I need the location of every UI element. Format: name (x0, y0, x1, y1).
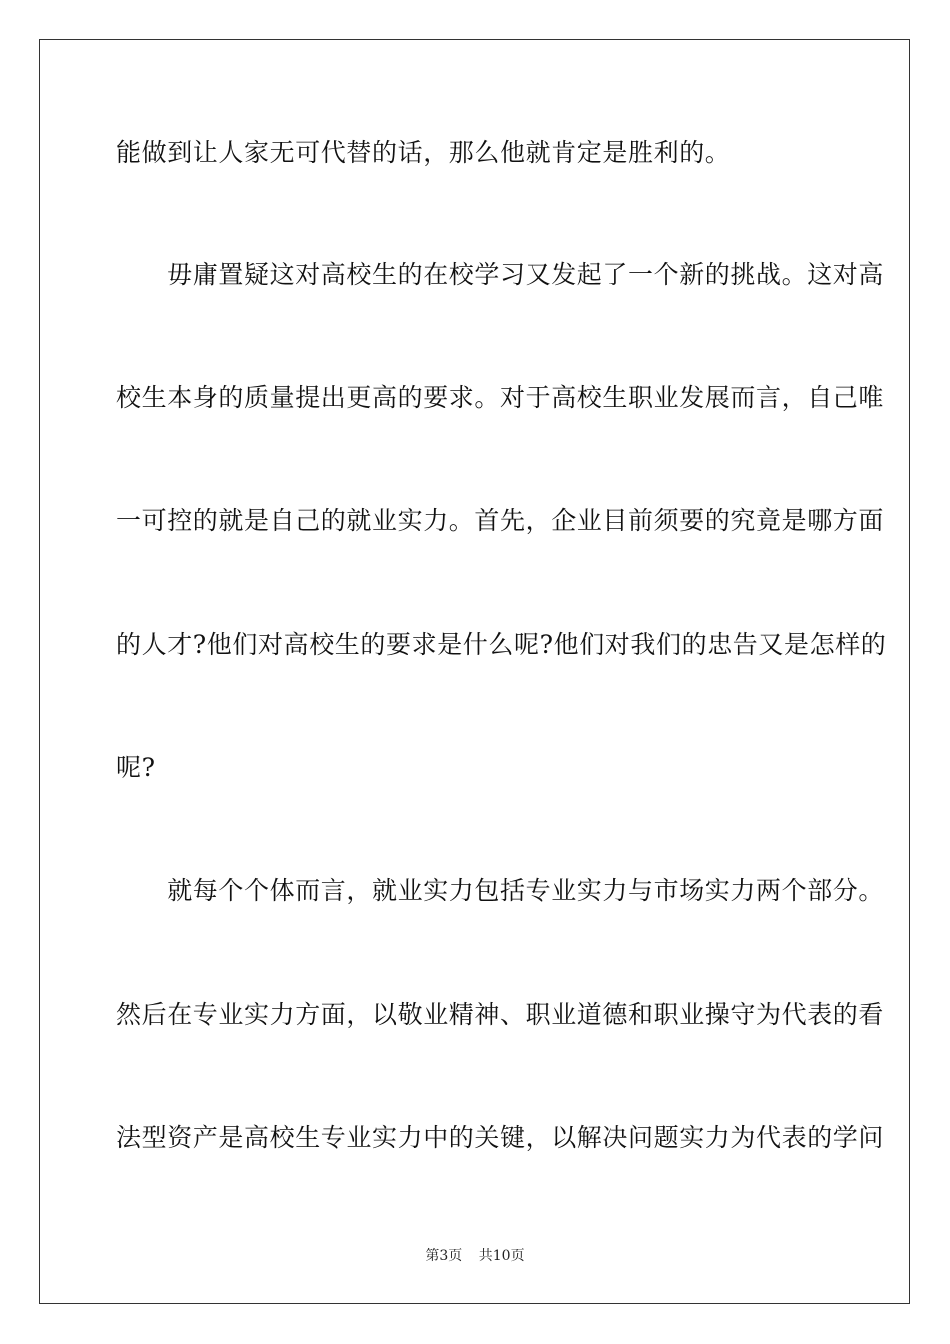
text-line: 就每个个体而言，就业实力包括专业实力与市场实力两个部分。 (116, 876, 885, 905)
total-pages: 共10页 (478, 1248, 525, 1264)
page-number: 第3页 (425, 1248, 463, 1264)
text-line: 法型资产是高校生专业实力中的关键，以解决问题实力为代表的学问 (116, 1123, 885, 1152)
text-line: 然后在专业实力方面，以敬业精神、职业道德和职业操守为代表的看 (116, 1000, 885, 1029)
text-line: 毋庸置疑这对高校生的在校学习又发起了一个新的挑战。这对高 (116, 260, 885, 289)
text-line: 呢? (116, 753, 156, 782)
text-line: 校生本身的质量提出更高的要求。对于高校生职业发展而言，自己唯 (116, 383, 885, 412)
text-line: 能做到让人家无可代替的话，那么他就肯定是胜利的。 (116, 138, 731, 167)
page-border (39, 39, 910, 1304)
text-line: 一可控的就是自己的就业实力。首先，企业目前须要的究竟是哪方面 (116, 506, 885, 535)
page-footer (0, 1247, 950, 1265)
text-line: 的人才?他们对高校生的要求是什么呢?他们对我们的忠告又是怎样的 (116, 630, 887, 659)
